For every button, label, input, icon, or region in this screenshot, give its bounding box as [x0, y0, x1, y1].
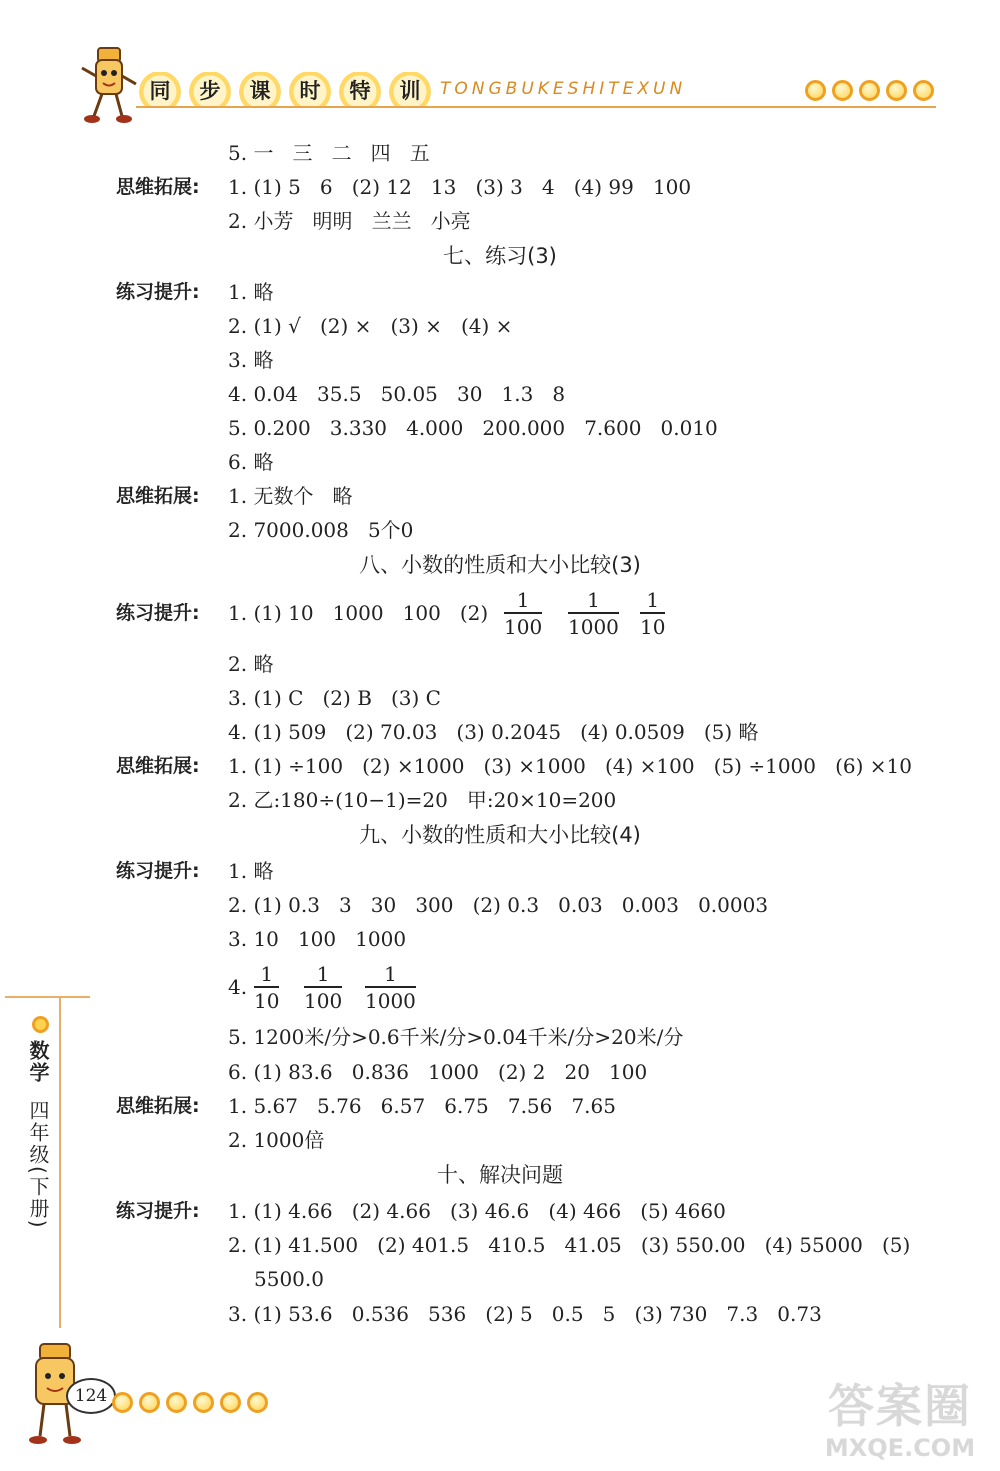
decorative-dot-icon: [193, 1392, 214, 1413]
answer-line: 3. 10 100 1000: [228, 927, 407, 951]
answer-line: 1. (1) 4.66 (2) 4.66 (3) 46.6 (4) 466 (5) 4660: [228, 1199, 726, 1223]
section-heading: 十、解决问题: [437, 1163, 563, 1187]
section-label-practice: 练习提升:: [116, 1200, 200, 1222]
decorative-dot-icon: [166, 1392, 187, 1413]
answer-line: 2. 略: [228, 652, 274, 676]
decorative-dot-icon: [913, 80, 934, 101]
answer-line: 2. 乙:180÷(10−1)=20 甲:20×10=200: [228, 788, 617, 812]
watermark-url: MXQE.COM: [824, 1434, 976, 1462]
answer-line: 4. (1) 509 (2) 70.03 (3) 0.2045 (4) 0.0509 (5) 略: [228, 720, 759, 744]
decorative-dot-icon: [139, 1392, 160, 1413]
answer-line: 5. 0.200 3.330 4.000 200.000 7.600 0.010: [228, 416, 718, 440]
title-char: 同: [138, 72, 182, 108]
answer-line: 6. (1) 83.6 0.836 1000 (2) 2 20 100: [228, 1060, 648, 1084]
title-char: 时: [288, 72, 332, 108]
sidebar-rule: [59, 998, 61, 1328]
answer-line: 3. 略: [228, 348, 274, 372]
fraction-denominator: 100: [504, 614, 543, 639]
answer-line: 1. (1) 5 6 (2) 12 13 (3) 3 4 (4) 99 100: [228, 175, 692, 199]
fraction-numerator: 1: [587, 588, 600, 612]
decorative-dot-icon: [859, 80, 880, 101]
page-number: 124: [66, 1378, 116, 1414]
fraction-denominator: 1000: [568, 614, 619, 639]
section-label-thinking: 思维拓展:: [116, 485, 200, 507]
fraction: [304, 962, 342, 1014]
fraction-denominator: 100: [304, 988, 343, 1013]
answer-line: 6. 略: [228, 450, 274, 474]
fraction-denominator: 10: [254, 988, 280, 1013]
decorative-dot-icon: [112, 1392, 133, 1413]
section-label-practice: 练习提升:: [116, 602, 200, 624]
decorative-dot-icon: [832, 80, 853, 101]
title-char: 特: [338, 72, 382, 108]
answer-line: 1. 5.67 5.76 6.57 6.75 7.56 7.65: [228, 1094, 616, 1118]
section-label-thinking: 思维拓展:: [116, 1095, 200, 1117]
decorative-dot-icon: [32, 1016, 49, 1033]
page-header: [0, 0, 1000, 140]
answer-line: 2. 1000倍: [228, 1128, 325, 1152]
fraction-numerator: 1: [260, 962, 274, 986]
decorative-dot-icon: [220, 1392, 241, 1413]
fraction: [640, 588, 665, 640]
answer-line: 2. (1) √ (2) × (3) × (4) ×: [228, 314, 513, 338]
answer-line: 2. 7000.008 5个0: [228, 518, 414, 542]
title-char: 步: [188, 72, 232, 108]
answer-line: 5. 一 三 二 四 五: [228, 141, 430, 165]
fraction: [254, 962, 279, 1014]
decorative-dot-icon: [247, 1392, 268, 1413]
section-label-practice: 练习提升:: [116, 281, 200, 303]
answer-line: 5. 1200米/分>0.6千米/分>0.04千米/分>20米/分: [228, 1025, 684, 1049]
footer-dots: [112, 1392, 268, 1413]
header-dots: [805, 80, 934, 101]
title-char: 课: [238, 72, 282, 108]
sidebar-subject: 数学: [26, 1040, 50, 1084]
fraction: [568, 588, 619, 640]
sidebar-divider: [5, 996, 90, 998]
answer-line: 1. (1) 10 1000 100 (2): [228, 601, 489, 625]
fraction-denominator: 1000: [365, 988, 416, 1013]
answer-line: 3. (1) C (2) B (3) C: [228, 686, 441, 710]
answer-line: 2. (1) 41.500 (2) 401.5 410.5 41.05 (3) 550.00 (4) 55000 (5): [228, 1233, 911, 1257]
decorative-dot-icon: [886, 80, 907, 101]
fraction: [504, 588, 542, 640]
fraction-numerator: 1: [646, 588, 660, 612]
series-title: [138, 72, 438, 108]
fraction-numerator: 1: [384, 962, 397, 986]
section-heading: 七、练习(3): [443, 244, 557, 268]
answer-line: 2. (1) 0.3 3 30 300 (2) 0.3 0.03 0.003 0.0003: [228, 893, 769, 917]
answer-line: 2. 小芳 明明 兰兰 小亮: [228, 209, 471, 233]
section-label-thinking: 思维拓展:: [116, 176, 200, 198]
decorative-dot-icon: [805, 80, 826, 101]
header-divider: [136, 106, 936, 108]
sidebar-grade: 四年级(下册): [26, 1100, 50, 1230]
section-label-practice: 练习提升:: [116, 860, 200, 882]
watermark-logo: 答案圈: [828, 1379, 972, 1433]
section-heading: 九、小数的性质和大小比较(4): [359, 823, 641, 847]
answer-line: 3. (1) 53.6 0.536 536 (2) 5 0.5 5 (3) 730 7.3 0.73: [228, 1302, 822, 1326]
fraction-numerator: 1: [316, 962, 330, 986]
pencil-mascot-icon: [78, 46, 140, 128]
fraction-denominator: 10: [640, 614, 666, 639]
answer-line: 1. 略: [228, 859, 274, 883]
section-heading: 八、小数的性质和大小比较(3): [359, 553, 641, 577]
title-char: 训: [388, 72, 432, 108]
watermark: [800, 1370, 1000, 1470]
answer-line: 4.: [228, 975, 248, 999]
answer-line: 4. 0.04 35.5 50.05 30 1.3 8: [228, 382, 566, 406]
section-label-thinking: 思维拓展:: [116, 755, 200, 777]
answer-line: 1. 无数个 略: [228, 484, 353, 508]
fraction-numerator: 1: [516, 588, 530, 612]
answer-line: 1. (1) ÷100 (2) ×1000 (3) ×1000 (4) ×100 (5) ÷1000 (6) ×10: [228, 754, 912, 778]
answer-line: 5500.0: [254, 1267, 324, 1291]
answer-line: 1. 略: [228, 280, 274, 304]
fraction: [365, 962, 416, 1014]
series-pinyin: TONGBUKESHITEXUN: [440, 79, 687, 99]
